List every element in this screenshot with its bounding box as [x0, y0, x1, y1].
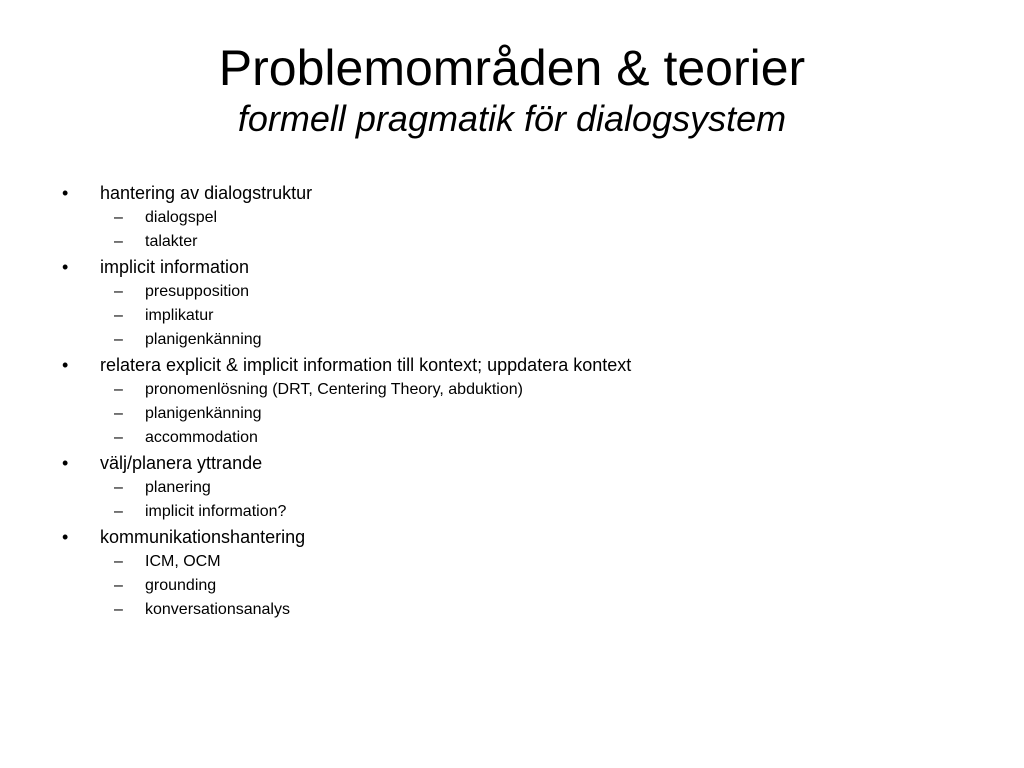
bullet-item [60, 352, 1000, 450]
sub-list [60, 280, 1000, 352]
dash-icon: – [114, 331, 123, 348]
slide-title: Problemområden & teorier [218, 40, 806, 96]
dash-icon: – [114, 381, 123, 398]
sub-item [114, 304, 1000, 328]
bullet-icon: • [62, 257, 69, 277]
title-block [0, 38, 1024, 140]
dash-icon: – [114, 553, 123, 570]
sub-item-text: implicit information? [145, 503, 287, 520]
sub-item [114, 280, 1000, 304]
sub-item [114, 550, 1000, 574]
sub-item-text: grounding [145, 577, 217, 594]
sub-item-text: ICM, OCM [145, 553, 221, 570]
dash-icon: – [114, 209, 123, 226]
slide-subtitle: formell pragmatik för dialogsystem [237, 98, 787, 139]
sub-item-text: presupposition [145, 283, 250, 300]
sub-item-text: planigenkänning [145, 405, 262, 422]
dash-icon: – [114, 307, 123, 324]
sub-item [114, 328, 1000, 352]
bullet-icon: • [62, 183, 69, 203]
bullet-text: kommunikationshantering [100, 527, 306, 547]
sub-item-text: dialogspel [145, 209, 218, 226]
bullet-text: välj/planera yttrande [100, 453, 263, 473]
bullet-item [60, 180, 1000, 254]
dash-icon: – [114, 233, 123, 250]
sub-item-text: konversationsanalys [145, 601, 290, 618]
dash-icon: – [114, 503, 123, 520]
dash-icon: – [114, 283, 123, 300]
dash-icon: – [114, 429, 123, 446]
sub-item-text: pronomenlösning (DRT, Centering Theory, abduktion) [145, 381, 523, 398]
sub-item [114, 500, 1000, 524]
dash-icon: – [114, 577, 123, 594]
sub-item-text: talakter [145, 233, 198, 250]
sub-list [60, 550, 1000, 622]
bullet-icon: • [62, 453, 69, 473]
bullet-text: hantering av dialogstruktur [100, 183, 313, 203]
sub-list [60, 206, 1000, 254]
dash-icon: – [114, 405, 123, 422]
dash-icon: – [114, 479, 123, 496]
sub-list [60, 476, 1000, 524]
sub-item [114, 402, 1000, 426]
bullet-item [60, 254, 1000, 352]
sub-item-text: implikatur [145, 307, 214, 324]
sub-item [114, 476, 1000, 500]
bullet-text: relatera explicit & implicit information till kontext; uppdatera kontext [100, 355, 632, 375]
bullet-item [60, 450, 1000, 524]
bullet-text: implicit information [100, 257, 250, 277]
sub-item [114, 574, 1000, 598]
sub-item [114, 426, 1000, 450]
sub-list [60, 378, 1000, 450]
sub-item-text: accommodation [145, 429, 258, 446]
sub-item-text: planigenkänning [145, 331, 262, 348]
sub-item-text: planering [145, 479, 211, 496]
sub-item [114, 598, 1000, 622]
bullet-list [60, 180, 1000, 622]
sub-item [114, 206, 1000, 230]
dash-icon: – [114, 601, 123, 618]
bullet-item [60, 524, 1000, 622]
bullet-icon: • [62, 527, 69, 547]
bullet-icon: • [62, 355, 69, 375]
sub-item [114, 230, 1000, 254]
sub-item [114, 378, 1000, 402]
